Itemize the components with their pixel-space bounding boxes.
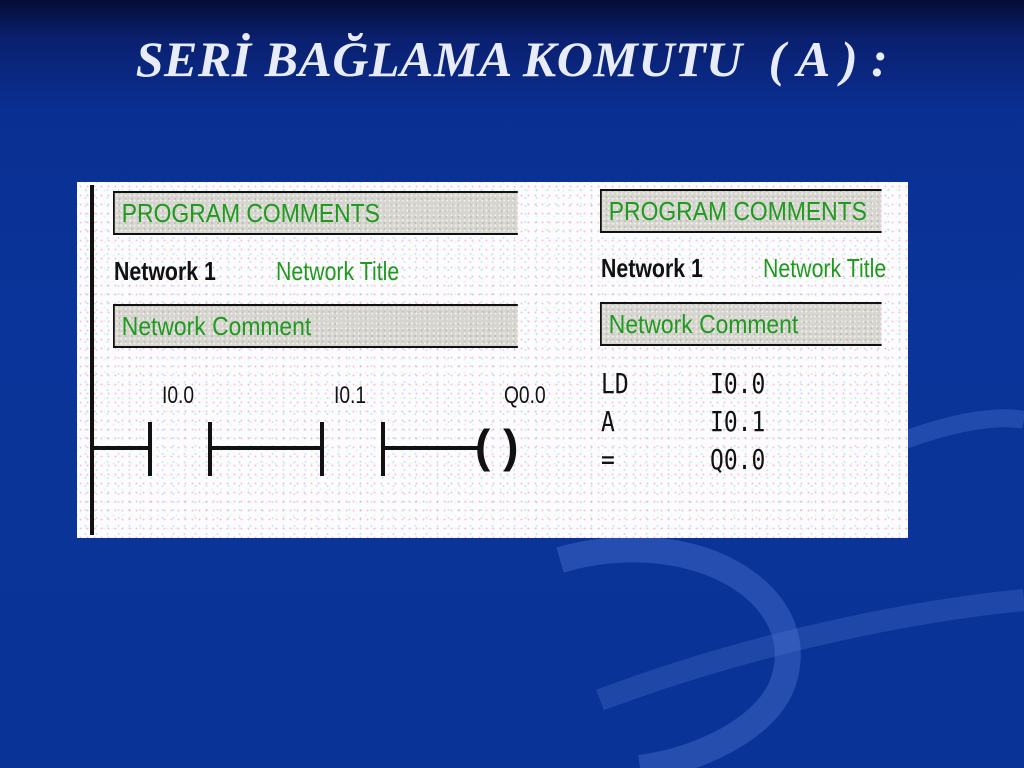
plc-editor-panel <box>77 182 908 538</box>
network-comment-box[interactable]: Network Comment <box>113 304 518 348</box>
coil-address: Q0.0 <box>504 382 546 409</box>
contact-1-address: I0.0 <box>162 382 195 409</box>
stl-network-title[interactable]: Network Title <box>763 253 887 283</box>
stl-op: LD <box>601 367 629 400</box>
stl-network-comment-box[interactable]: Network Comment <box>600 302 882 346</box>
slide-title: SERİ BAĞLAMA KOMUTU ( A ) : <box>135 31 889 87</box>
stl-program-comments-box[interactable]: PROGRAM COMMENTS <box>600 189 882 233</box>
stl-op: = <box>601 443 615 476</box>
contact-2-address: I0.1 <box>334 382 367 409</box>
network-label: Network 1 <box>114 256 216 286</box>
stl-operand: I0.0 <box>710 367 766 400</box>
ladder-rung <box>77 182 908 538</box>
program-comments-box[interactable]: PROGRAM COMMENTS <box>113 191 518 235</box>
coil-symbol: ( ) <box>475 420 519 472</box>
network-title[interactable]: Network Title <box>276 256 400 286</box>
stl-op: A <box>601 405 615 438</box>
stl-network-label: Network 1 <box>601 253 703 283</box>
stl-operand: Q0.0 <box>710 443 766 476</box>
stl-operand: I0.1 <box>710 405 766 438</box>
